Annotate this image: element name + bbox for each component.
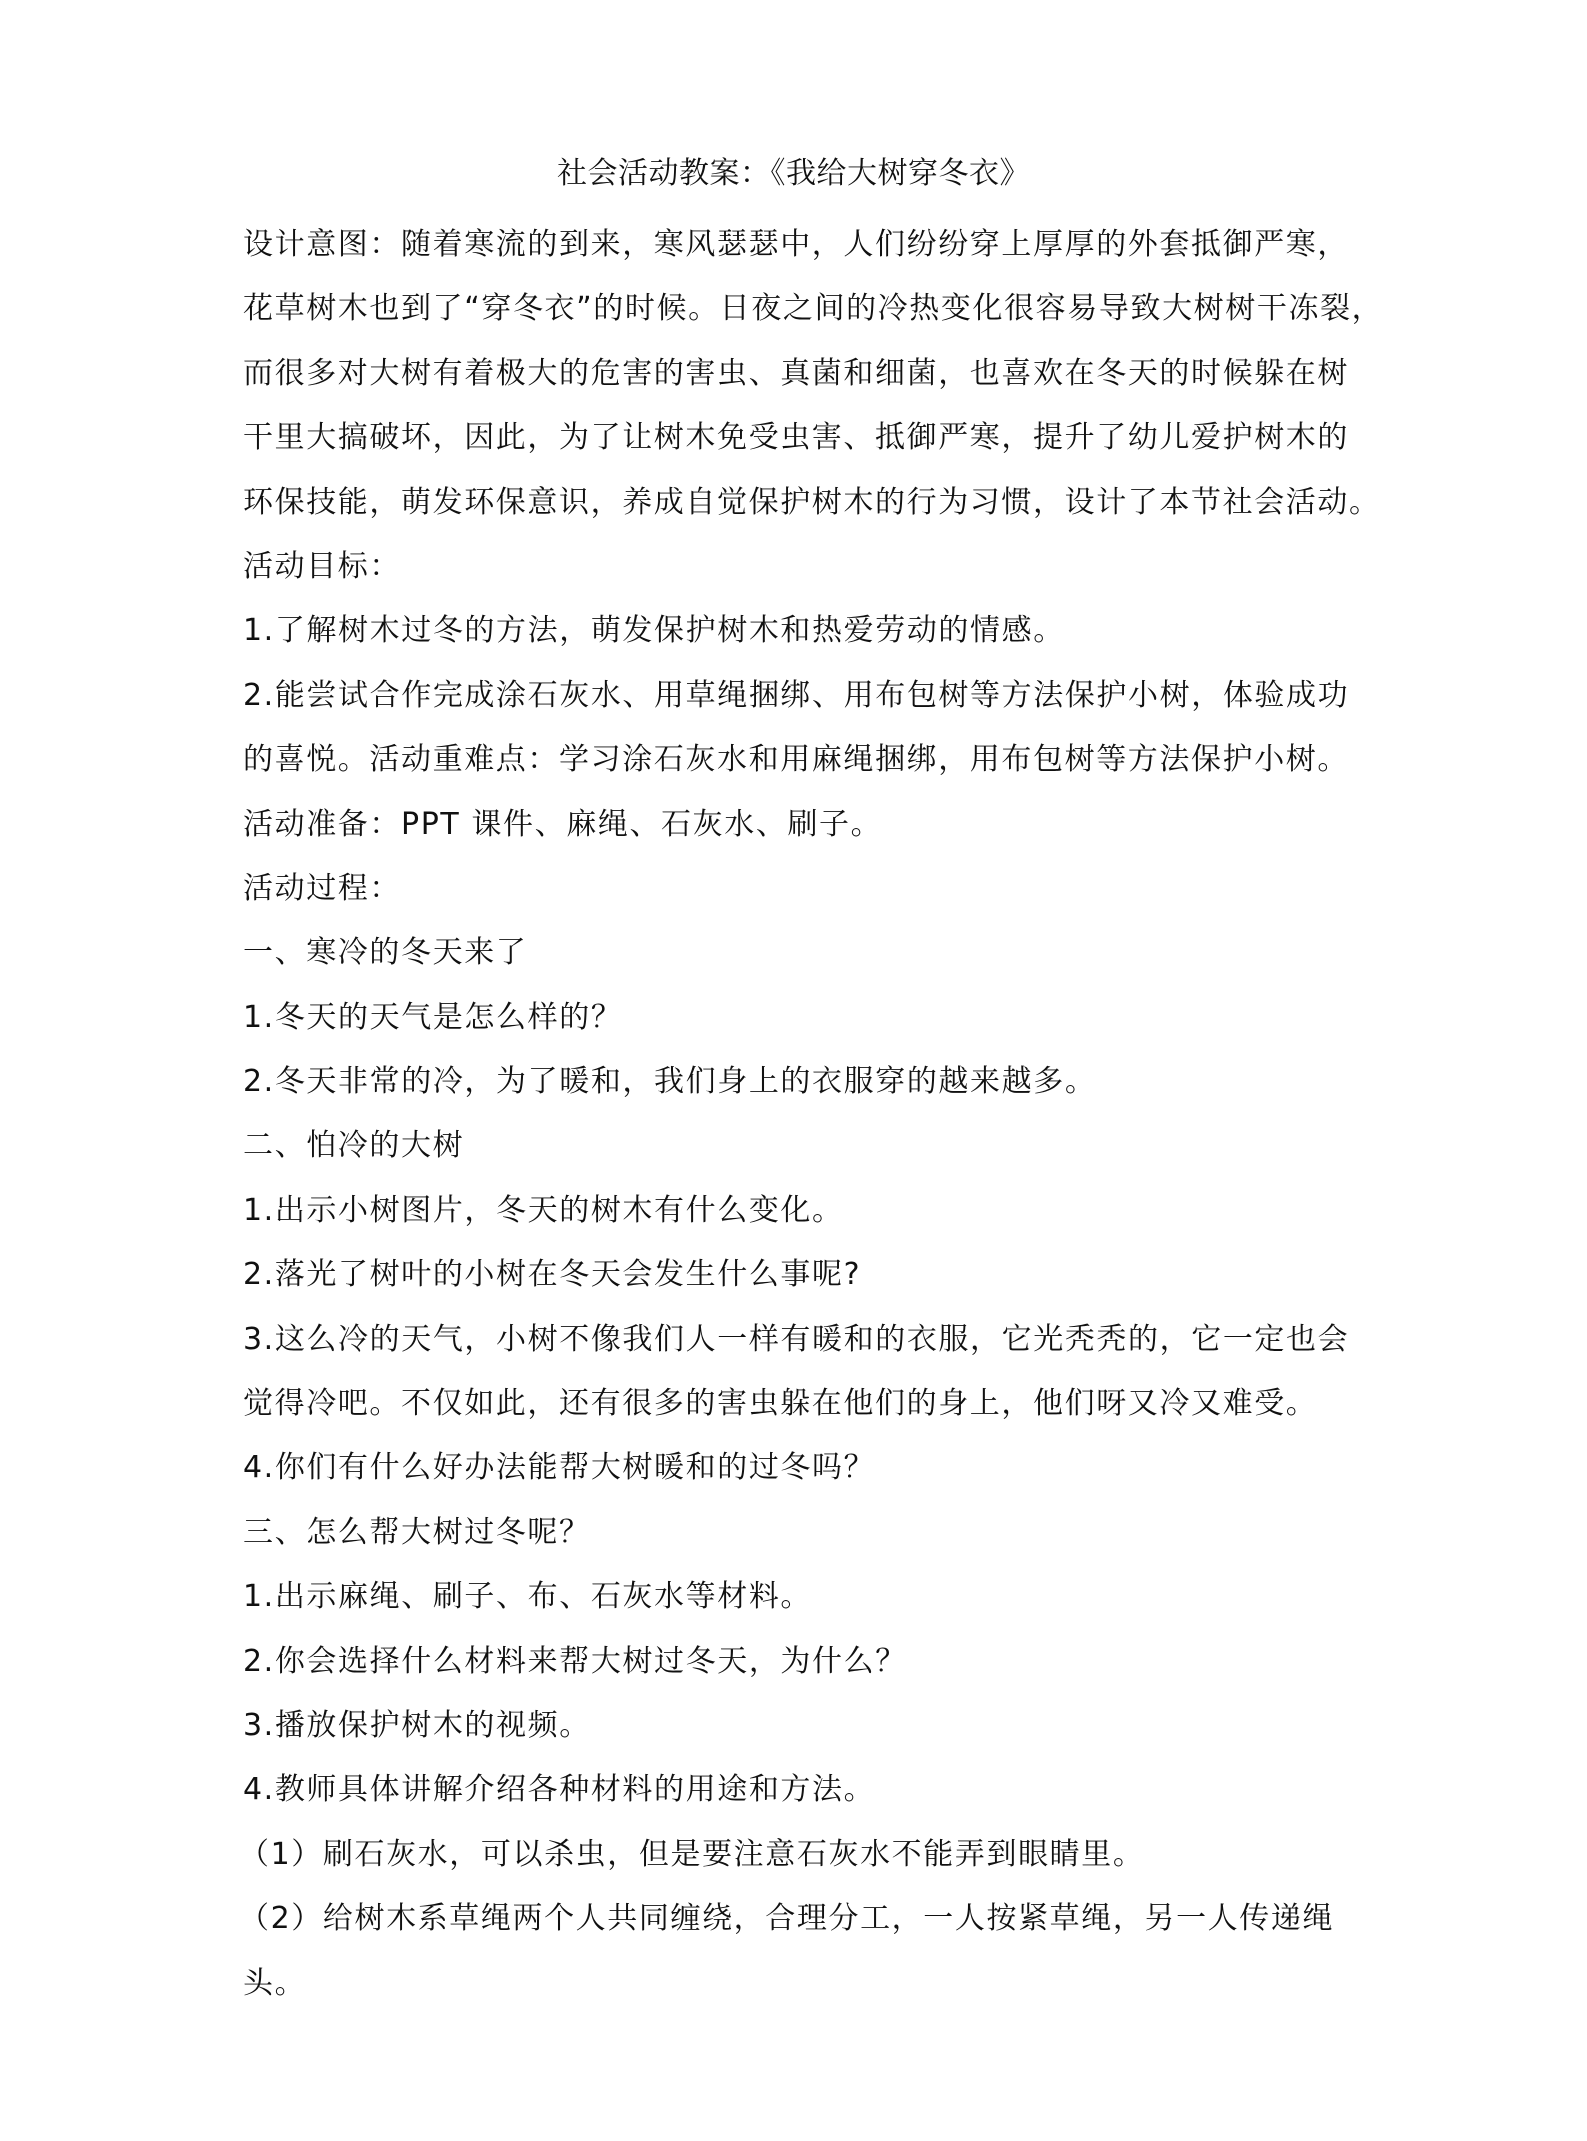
section-heading-3: 三、怎么帮大树过冬呢？ — [243, 1514, 591, 1550]
sub-list-item-continued: 头。 — [243, 1965, 307, 2001]
list-item: 1.冬天的天气是怎么样的？ — [243, 999, 623, 1035]
goal-item: 1.了解树木过冬的方法，萌发保护树木和热爱劳动的情感。 — [243, 613, 1065, 649]
paragraph-design-intent-line: 设计意图：随着寒流的到来，寒风瑟瑟中，人们纷纷穿上厚厚的外套抵御严寒， — [243, 227, 1349, 262]
heading-activity-goals: 活动目标： — [243, 548, 401, 584]
document-title: 社会活动教案：《我给大树穿冬衣》 — [557, 156, 1030, 191]
list-item: 3.播放保护树木的视频。 — [243, 1707, 591, 1743]
paragraph-design-intent-line: 而很多对大树有着极大的危害的害虫、真菌和细菌，也喜欢在冬天的时候躲在树 — [243, 355, 1349, 391]
document-body — [239, 213, 1384, 2016]
list-item: 1.出示小树图片，冬天的树木有什么变化。 — [243, 1192, 844, 1228]
sub-list-item: （2）给树木系草绳两个人共同缠绕，合理分工，一人按紧草绳，另一人传递绳 — [239, 1901, 1335, 1937]
paragraph-design-intent-line: 干里大搞破坏，因此，为了让树木免受虫害、抵御严寒，提升了幼儿爱护树木的 — [243, 420, 1349, 456]
goal-item: 2.能尝试合作完成涂石灰水、用草绳捆绑、用布包树等方法保护小树，体验成功 — [243, 677, 1350, 713]
section-heading-2: 二、怕冷的大树 — [243, 1128, 465, 1164]
list-item: 4.你们有什么好办法能帮大树暖和的过冬吗？ — [243, 1450, 876, 1486]
sub-list-item: （1）刷石灰水，可以杀虫，但是要注意石灰水不能弄到眼睛里。 — [239, 1836, 1145, 1872]
section-heading-1: 一、寒冷的冬天来了 — [243, 935, 528, 971]
goal-item-continued: 的喜悦。活动重难点：学习涂石灰水和用麻绳捆绑，用布包树等方法保护小树。 — [243, 742, 1349, 778]
list-item: 4.教师具体讲解介绍各种材料的用途和方法。 — [243, 1772, 876, 1808]
paragraph-design-intent-line: 花草树木也到了“穿冬衣”的时候。日夜之间的冷热变化很容易导致大树树干冻裂， — [243, 291, 1384, 327]
heading-activity-process: 活动过程： — [243, 870, 401, 906]
paragraph-design-intent-line: 环保技能，萌发环保意识，养成自觉保护树木的行为习惯，设计了本节社会活动。 — [243, 484, 1381, 520]
list-item: 2.冬天非常的冷，为了暖和，我们身上的衣服穿的越来越多。 — [243, 1064, 1097, 1100]
list-item: 1.出示麻绳、刷子、布、石灰水等材料。 — [243, 1579, 813, 1615]
list-item-continued: 觉得冷吧。不仅如此，还有很多的害虫躲在他们的身上，他们呀又冷又难受。 — [243, 1386, 1318, 1422]
list-item: 3.这么冷的天气，小树不像我们人一样有暖和的衣服，它光秃秃的，它一定也会 — [243, 1321, 1350, 1357]
activity-preparation: 活动准备：PPT 课件、麻绳、石灰水、刷子。 — [243, 806, 883, 842]
list-item: 2.落光了树叶的小树在冬天会发生什么事呢? — [243, 1257, 862, 1293]
list-item: 2.你会选择什么材料来帮大树过冬天，为什么？ — [243, 1643, 907, 1679]
